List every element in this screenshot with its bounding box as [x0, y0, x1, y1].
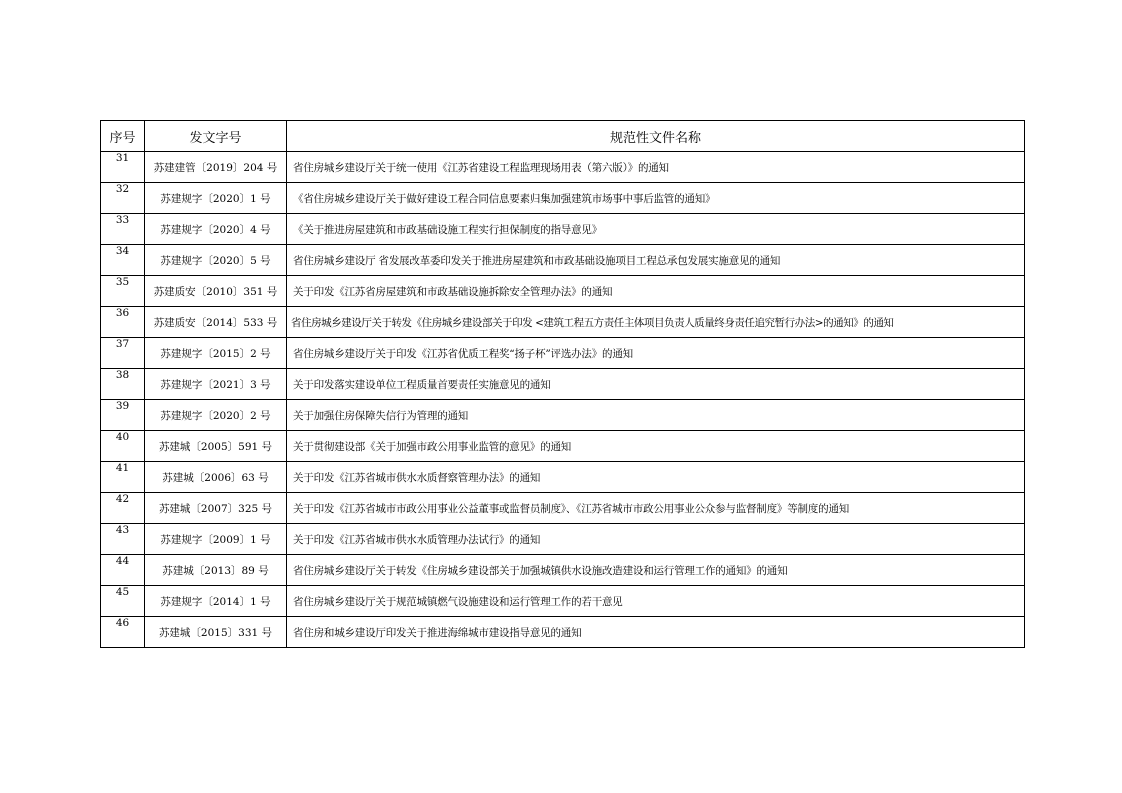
row-document-number: 苏建质安〔2014〕533 号	[145, 307, 287, 338]
row-document-title: 《省住房城乡建设厅关于做好建设工程合同信息要素归集加强建筑市场事中事后监管的通知》	[287, 183, 1025, 214]
row-serial-number: 40	[101, 431, 145, 462]
row-document-number: 苏建规字〔2020〕4 号	[145, 214, 287, 245]
row-serial-number: 42	[101, 493, 145, 524]
row-document-title: 省住房城乡建设厅关于印发《江苏省优质工程奖“扬子杯”评选办法》的通知	[287, 338, 1025, 369]
table-row	[101, 152, 1025, 183]
regulations-table	[100, 120, 1025, 648]
table-row	[101, 555, 1025, 586]
row-document-number: 苏建质安〔2010〕351 号	[145, 276, 287, 307]
row-document-title: 《关于推进房屋建筑和市政基础设施工程实行担保制度的指导意见》	[287, 214, 1025, 245]
table-row	[101, 617, 1025, 648]
row-document-title: 省住房和城乡建设厅印发关于推进海绵城市建设指导意见的通知	[287, 617, 1025, 648]
row-serial-number: 32	[101, 183, 145, 214]
row-document-number: 苏建城〔2006〕63 号	[145, 462, 287, 493]
table-row	[101, 524, 1025, 555]
row-document-number: 苏建建管〔2019〕204 号	[145, 152, 287, 183]
row-document-title: 关于印发《江苏省房屋建筑和市政基础设施拆除安全管理办法》的通知	[287, 276, 1025, 307]
header-serial-number: 序号	[101, 121, 145, 152]
row-document-title: 关于印发《江苏省城市市政公用事业公益董事或监督员制度》、《江苏省城市市政公用事业公众参与监督制度》等制度的通知	[287, 493, 1025, 524]
row-serial-number: 45	[101, 586, 145, 617]
table-row	[101, 400, 1025, 431]
row-document-number: 苏建城〔2015〕331 号	[145, 617, 287, 648]
row-serial-number: 38	[101, 369, 145, 400]
row-document-title: 关于加强住房保障失信行为管理的通知	[287, 400, 1025, 431]
row-document-number: 苏建规字〔2020〕5 号	[145, 245, 287, 276]
row-serial-number: 37	[101, 338, 145, 369]
row-document-title: 关于印发《江苏省城市供水水质督察管理办法》的通知	[287, 462, 1025, 493]
table-row	[101, 462, 1025, 493]
row-serial-number: 33	[101, 214, 145, 245]
row-document-title: 关于印发落实建设单位工程质量首要责任实施意见的通知	[287, 369, 1025, 400]
table-row	[101, 431, 1025, 462]
row-document-title: 省住房城乡建设厅关于规范城镇燃气设施建设和运行管理工作的若干意见	[287, 586, 1025, 617]
row-serial-number: 36	[101, 307, 145, 338]
row-document-title: 关于贯彻建设部《关于加强市政公用事业监管的意见》的通知	[287, 431, 1025, 462]
table-row	[101, 338, 1025, 369]
table-row	[101, 276, 1025, 307]
table-row	[101, 586, 1025, 617]
row-serial-number: 31	[101, 152, 145, 183]
row-document-title: 省住房城乡建设厅关于转发《住房城乡建设部关于加强城镇供水设施改造建设和运行管理工作的通知》的通知	[287, 555, 1025, 586]
row-document-title: 省住房城乡建设厅关于统一使用《江苏省建设工程监理现场用表（第六版）》的通知	[287, 152, 1025, 183]
row-document-title: 省住房城乡建设厅关于转发《住房城乡建设部关于印发 <建筑工程五方责任主体项目负责人质量终身责任追究暂行办法>的通知》的通知	[287, 307, 1025, 338]
row-serial-number: 35	[101, 276, 145, 307]
row-serial-number: 46	[101, 617, 145, 648]
row-document-number: 苏建城〔2013〕89 号	[145, 555, 287, 586]
row-document-number: 苏建城〔2007〕325 号	[145, 493, 287, 524]
table-row	[101, 214, 1025, 245]
row-serial-number: 39	[101, 400, 145, 431]
row-document-number: 苏建规字〔2014〕1 号	[145, 586, 287, 617]
row-serial-number: 44	[101, 555, 145, 586]
row-serial-number: 41	[101, 462, 145, 493]
table-row	[101, 183, 1025, 214]
header-document-number: 发文字号	[145, 121, 287, 152]
row-document-number: 苏建规字〔2021〕3 号	[145, 369, 287, 400]
table-header-row	[101, 121, 1025, 152]
table-row	[101, 245, 1025, 276]
row-serial-number: 34	[101, 245, 145, 276]
table-row	[101, 369, 1025, 400]
table-row	[101, 307, 1025, 338]
row-document-title: 关于印发《江苏省城市供水水质管理办法试行》的通知	[287, 524, 1025, 555]
row-document-number: 苏建规字〔2015〕2 号	[145, 338, 287, 369]
row-document-number: 苏建规字〔2020〕2 号	[145, 400, 287, 431]
row-document-title: 省住房城乡建设厅 省发展改革委印发关于推进房屋建筑和市政基础设施项目工程总承包发展实施意见的通知	[287, 245, 1025, 276]
row-document-number: 苏建城〔2005〕591 号	[145, 431, 287, 462]
table-row	[101, 493, 1025, 524]
header-document-title: 规范性文件名称	[287, 121, 1025, 152]
row-document-number: 苏建规字〔2009〕1 号	[145, 524, 287, 555]
row-serial-number: 43	[101, 524, 145, 555]
row-document-number: 苏建规字〔2020〕1 号	[145, 183, 287, 214]
